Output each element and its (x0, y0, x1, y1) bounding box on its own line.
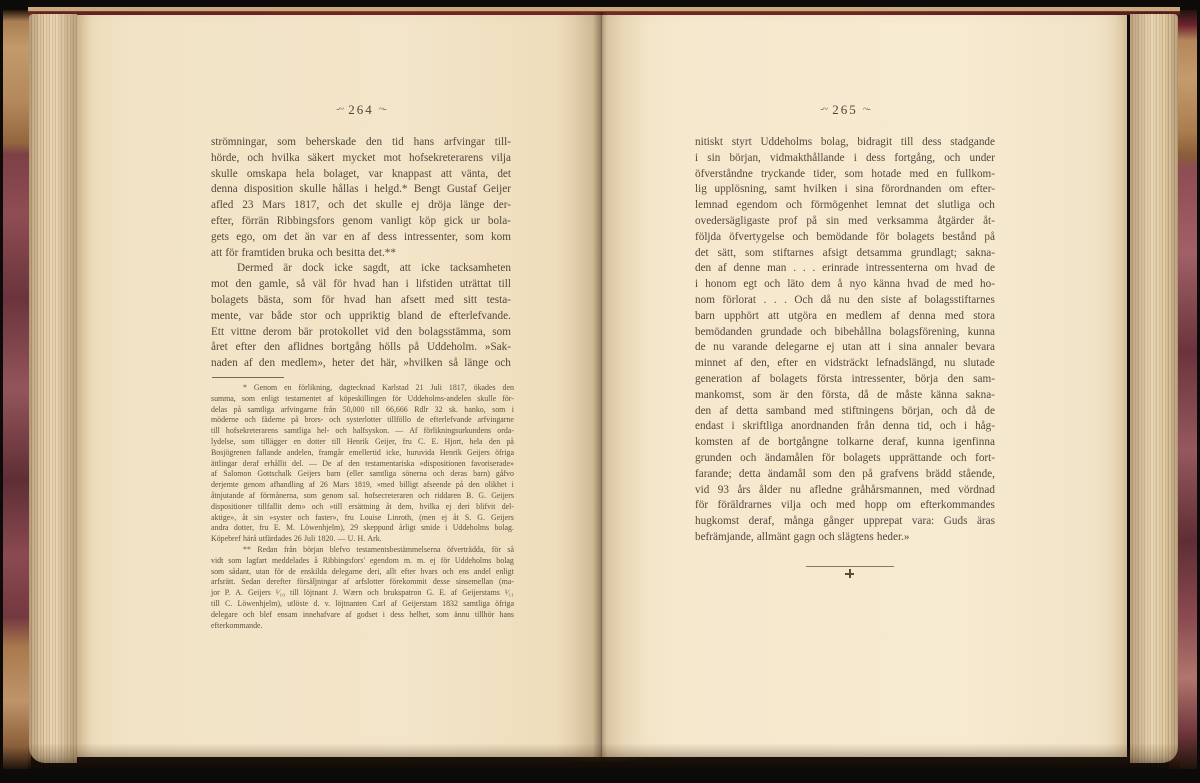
text-line: det sätt, som stiftarnes afsigt detsamma grundlagt; sakna- (695, 246, 995, 259)
text-line: den af detta samband med stiftningens början, och då de (695, 404, 995, 417)
text-line: komsten af de bortgångne tolkarne deraf, kunna igenfinna (695, 436, 995, 449)
text-line: lydelse, som tillägger en dotter till Henrik Geijer, fru C. E. Hjort, hela den på (211, 436, 514, 446)
page-number: 264 (348, 102, 374, 117)
text-line: ** Redan från början blefvo testamentsbestämmelserna öfverträdda, för så (243, 544, 514, 554)
text-line: bolagets bästa, som för hvad han afsett med sitt testa- (211, 293, 511, 306)
text-line: som sådant, utan för de enskilda delegarne deri, allt efter hvars och ens andel enligt (211, 566, 514, 576)
text-line: summa, som enligt testamentet af köpeskillingen för Uddeholms-andelen skulle för- (211, 393, 514, 403)
text-line: gets ego, om det än var en af dess intressenter, som kom (211, 230, 511, 243)
text-line: generation af bolagets första intressenter, börja den sam- (695, 372, 995, 385)
book-cover-left-edge (3, 10, 31, 769)
text-line: efterkommande. (211, 620, 263, 630)
text-line: afled 23 Mars 1817, och det skulle ej dröja länge der- (211, 199, 511, 212)
text-line: skulle omskapa hela bolaget, var knappast att vänta, det (211, 167, 511, 180)
text-line: Dermed är dock icke sagdt, att icke tacksamheten (237, 262, 511, 275)
header-flourish-right: ~- (863, 104, 870, 115)
section-end-ornament (845, 569, 854, 578)
text-line: för föräldrarnes vilja och med hopp om efterkommandes (695, 499, 995, 512)
text-line: arfsrätt. Sedan derefter försäljningar af arfslotter förekommit desse sinsemellan (ma- (211, 577, 514, 587)
text-line: derjemte genom afhandling af 26 Mars 1819, »med billigt afseende på den olikhet i (211, 480, 514, 490)
text-line: vid 93 års ålder nu afledne gråhårsmannen, med vördnad (695, 483, 995, 496)
text-line: mente, var både stor och uppriktig bland de efterlefvande. (211, 309, 511, 322)
text-line: öfverståndne tryckande tider, som hotade med en fullkom- (695, 167, 995, 180)
text-line: vidt som lagfart meddelades å Ribbingsfors' egendom m. m. ej för Uddeholms bolag (211, 555, 514, 565)
text-line: den af denne man . . . erinrade intressenterna om hvad de (695, 262, 995, 275)
text-line: lig upplösning, samt hvilken i sina förordnanden om efter- (695, 183, 995, 196)
text-line: jor P. A. Geijers ¹⁄₁₀ till löjtnant J. Wærn och brukspatron G. E. af Geijerstams ¹⁄₁₁ (211, 588, 514, 598)
text-line: delas på samtliga arfvingarne från 50,000 till 66,666 Rdlr 32 sk. banko, som i (211, 404, 514, 414)
text-line: dispositioner tillfallit dem» och »till ersättning åt dem, hvilka ej deri blifvit del- (211, 501, 514, 511)
text-line: ovedersägligaste prof på sin med verksamma åtgärder åt- (695, 214, 995, 227)
text-line: befrämjande, allmänt gagn och slägtens heder.» (695, 530, 910, 543)
main-text-right (695, 135, 995, 546)
text-line: endast i skriftliga anordnanden från denna tid, och i håg- (695, 420, 995, 433)
text-line: möderne och fäderne på brors- och systerlotter tillföllo de efterlefvande arfvingarne (211, 415, 514, 425)
text-line: de nu varande delegarne ej utan att i sina annaler bevara (695, 341, 995, 354)
section-end-rule (806, 566, 894, 567)
page-header-265 (695, 102, 995, 118)
text-line: nitiskt styrt Uddeholms bolag, bidragit till dess stadgande (695, 136, 995, 148)
page-stack-right (1130, 14, 1178, 763)
text-line: aktige», åt sin »syster och faster», fru Louise Linroth, (men ej åt S. G. Geijers (211, 512, 514, 522)
text-line: lemnad egendom och förmögenhet lemnat det slutliga och (695, 199, 995, 212)
main-text-left (211, 135, 511, 372)
text-line: delegare och blef ensam innehafvare af godset i dess helhet, som ännu tillhör hans (211, 609, 514, 619)
text-line: efter, förrän Ribbingsfors genom vanligt köp gick ur bola- (211, 214, 511, 227)
text-line: Ett vittne derom bär protokollet vid den bolagsstämma, som (211, 325, 511, 338)
footnote-separator (212, 377, 284, 378)
page-stack-left (29, 14, 77, 763)
text-line: bemödanden grundade och bibehållna bolagsförening, kunna (695, 325, 995, 338)
text-line: till hofsekreterarens samtliga hel- och halfsyskon. — Af förlikningsurkundens orda- (211, 426, 514, 436)
text-line: farande; detta ändamål som den på grafvens brädd stående, (695, 467, 995, 480)
footnote-block (211, 383, 514, 631)
text-line: naden af den medlem», heter det här, »hvilken så länge och (211, 357, 511, 370)
text-line: strömningar, som beherskade den tid hans arfvingar till- (211, 136, 511, 148)
text-line: mankomst, som är den första, då de måste känna sakna- (695, 388, 995, 401)
page-header-264 (211, 102, 511, 118)
text-line: hörde, och hvilka säkert mycket mot hofsekreterarens vilja (211, 151, 511, 164)
text-line: Köpebref härå utfärdades 26 Juli 1820. — U. H. Ark. (211, 534, 382, 544)
text-line: mot den gamle, så väl för hvad han i lifstiden uträttat till (211, 278, 511, 291)
text-line: i sin början, vidmakthållande i dess fortgång, och under (695, 151, 995, 164)
text-line: * Genom en förlikning, dagtecknad Karlstad 21 Juli 1817, ökades den (243, 383, 514, 392)
text-line: hugkomst deraf, många gånger upprepat vara: Guds äras (695, 515, 995, 528)
text-line: ättlingar deraf erhållit del. — De af den testamentariska »dispositionen favoriserade» (211, 458, 514, 468)
text-line: i honom egt och läto dem å nyo känna hvad de med ho- (695, 278, 995, 291)
header-flourish-left: -~ (336, 104, 343, 115)
text-line: grunden och ändamålen för bolagets upprättande och fort- (695, 451, 995, 464)
page-number: 265 (832, 102, 858, 117)
text-line: nom förlorat . . . Och då nu den siste af bolagsstiftarnes (695, 293, 995, 306)
text-line: minnet af den, efter en vidsträckt lefnadslängd, nu slutade (695, 357, 995, 370)
header-flourish-left: -~ (820, 104, 827, 115)
text-line: denna disposition skulle hållas i helgd.* Bengt Gustaf Geijer (211, 183, 511, 196)
text-line: att för framtiden bruka och besitta det.** (211, 246, 396, 259)
text-line: andra dotter, fru E. M. Löwenhjelm), 29 skeppund årligt smide i Uddeholms bolag. (211, 523, 514, 533)
text-line: följda öfvertygelse och bemödande för bolagets bestånd på (695, 230, 995, 243)
text-line: året efter den aflidnes bortgång hölls på Uddeholm. »Sak- (211, 341, 511, 354)
text-line: åtnjutande af förmånerna, som genom sal. hofsecreteraren och riddaren B. G. Geijers (211, 490, 514, 500)
text-line: barn upphört att utgöra en medlem af denna med stora (695, 309, 995, 322)
text-line: af Salomon Gottschalk Geijers barn (eller samtliga sönerna och deras barn) gåfvo (211, 469, 514, 479)
text-line: till C. Löwenhjelm), utlöste d. v. löjtnanten Carl af Geijerstam 1832 samtliga öfriga (211, 598, 514, 608)
header-flourish-right: ~- (379, 104, 386, 115)
text-line: Bosjögrenen fallande andelen, framgår emellertid icke, huruvida Henrik Geijers öfriga (211, 447, 514, 457)
